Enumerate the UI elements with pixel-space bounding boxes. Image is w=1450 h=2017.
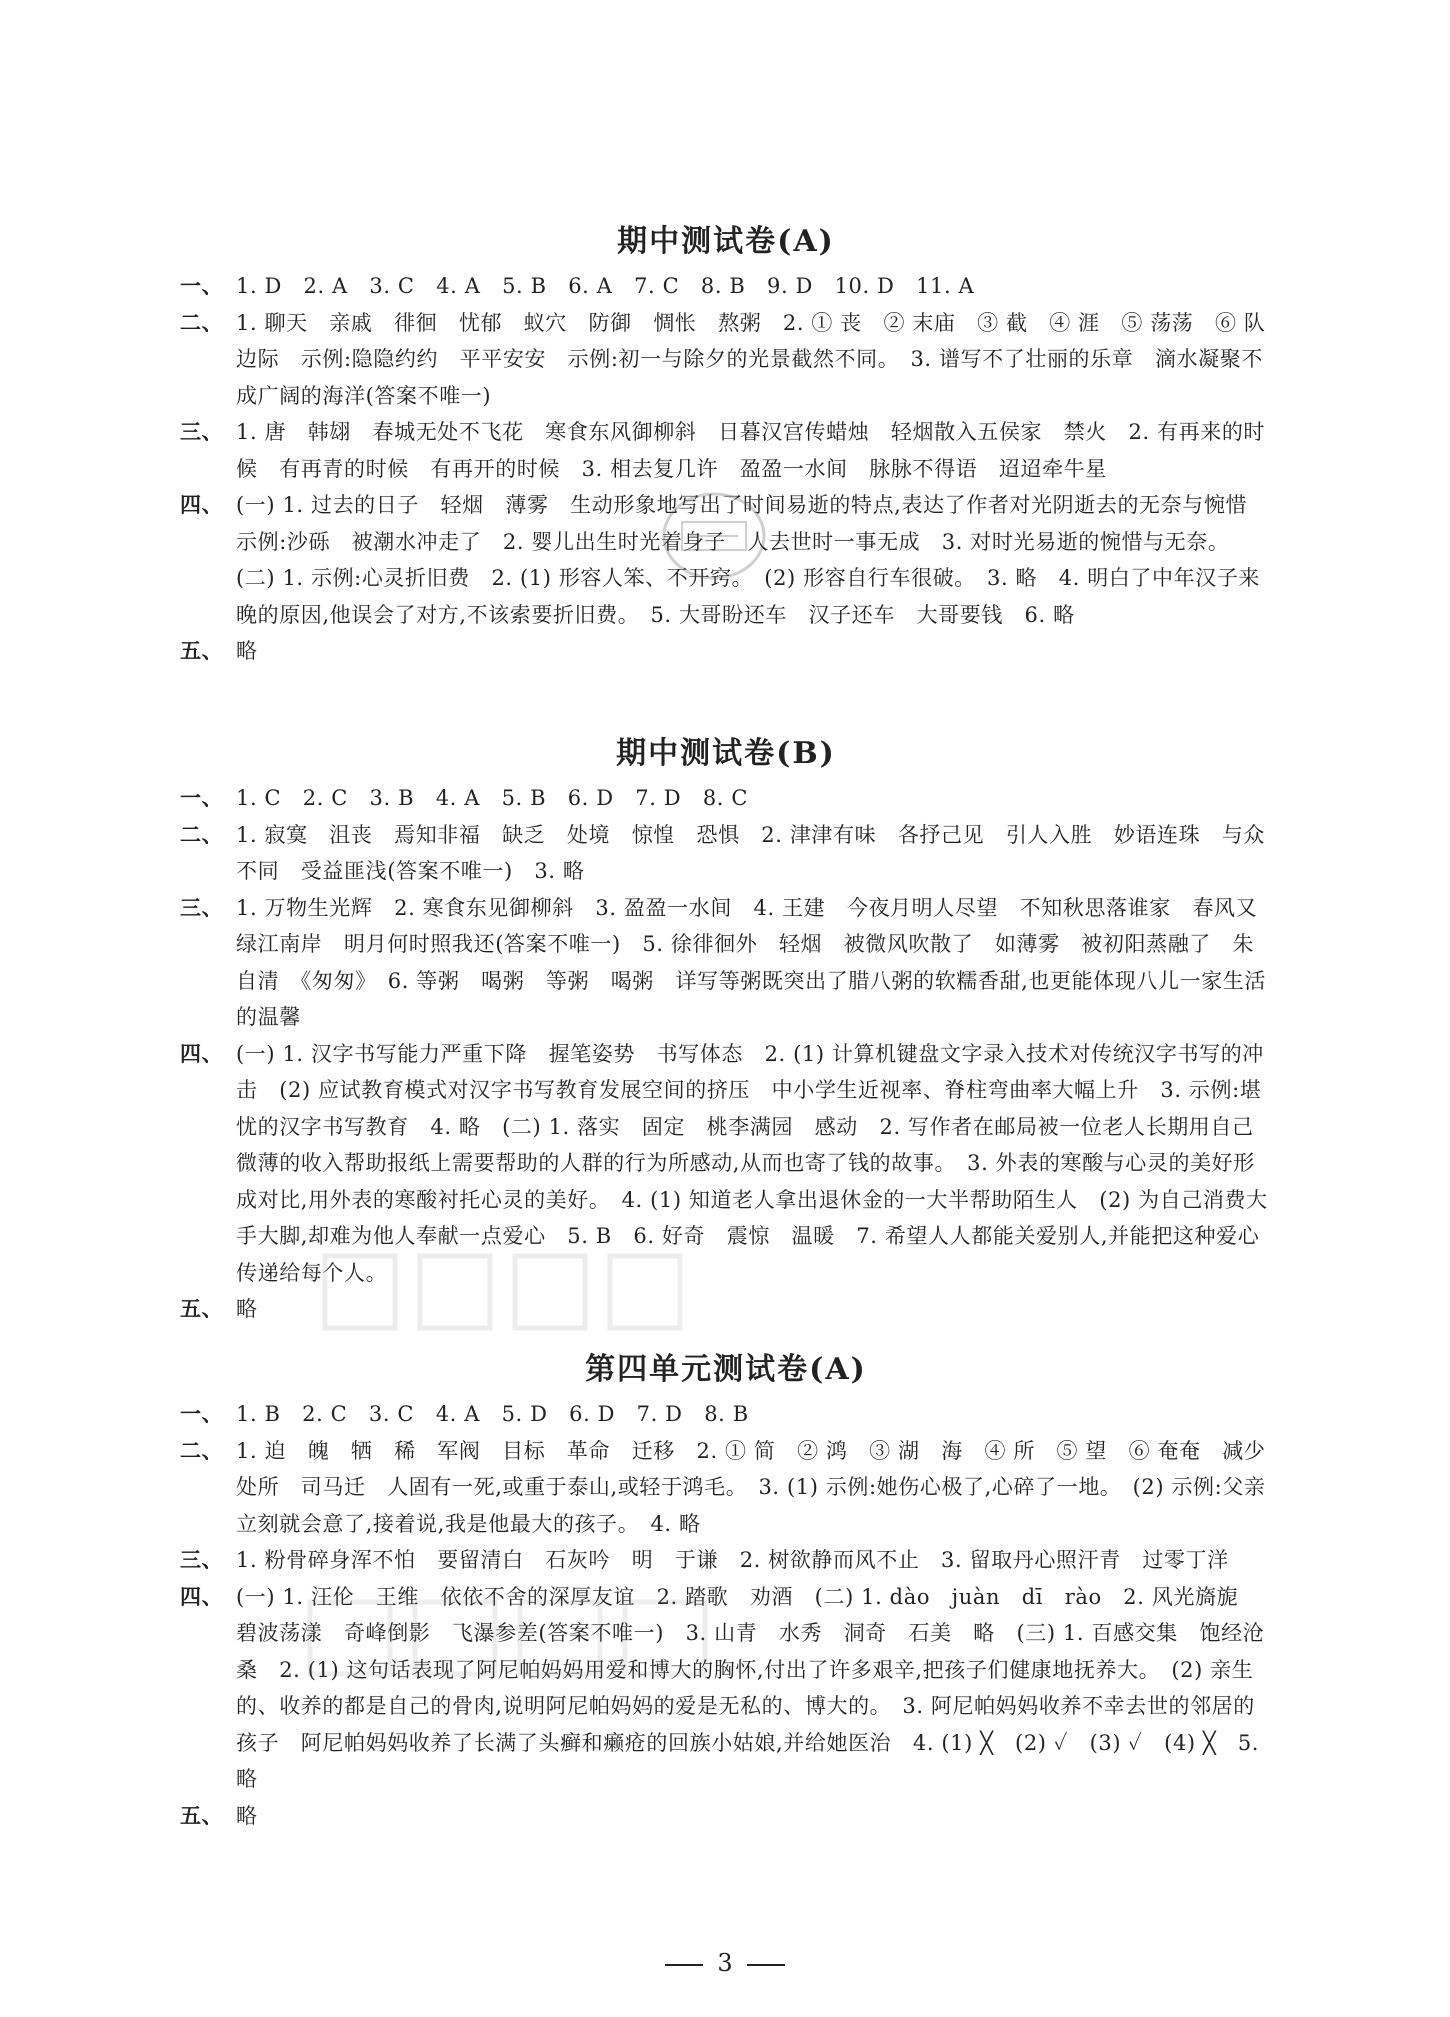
- question-text: 1. B 2. C 3. C 4. A 5. D 6. D 7. D 8. B: [236, 1402, 749, 1426]
- question-label: 二、: [180, 309, 224, 335]
- question-text: 1. 聊天 亲戚 徘徊 忧郁 蚁穴 防御 惆怅 熬粥 2. ① 丧 ② 末庙 ③ 截 ④ 涯 ⑤ 荡荡 ⑥ 队 边际 示例:隐隐约约 平平安安 示例:初一与除夕的光景截然不同。 3. 谱写不了壮丽的乐章 滴水凝聚不成广阔的海洋(答案不唯一): [236, 310, 1288, 408]
- question-text: 1. 万物生光辉 2. 寒食东见御柳斜 3. 盈盈一水间 4. 王建 今夜月明人尽望 不知秋思落谁家 春风又绿江南岸 明月何时照我还(答案不唯一) 5. 徐徘徊外 轻烟 被微风吹散了 如薄雾 被初阳蒸融了 朱自清 《匆匆》 6. 等粥 喝粥 等粥 喝粥 详写等粥既突出了腊八粥的软糯香甜,也更能体现八儿一家生活的温馨: [236, 895, 1266, 1029]
- question-5: [180, 1798, 1272, 1835]
- question-text: 1. 唐 韩翃 春城无处不飞花 寒食东风御柳斜 日暮汉宫传蜡烛 轻烟散入五侯家 禁火 2. 有再来的时候 有再青的时候 有再开的时候 3. 相去复几许 盈盈一水间 脉脉不得语 迢迢牵牛星: [236, 420, 1266, 481]
- question-3: [180, 414, 1272, 487]
- question-label: 四、: [180, 1583, 224, 1609]
- question-label: 五、: [180, 1802, 224, 1828]
- section-midterm-b: [180, 732, 1272, 1328]
- question-text: 1. C 2. C 3. B 4. A 5. B 6. D 7. D 8. C: [236, 786, 748, 810]
- question-1: [180, 268, 1272, 305]
- question-3: [180, 890, 1272, 1036]
- question-label: 四、: [180, 1040, 224, 1066]
- section-midterm-a: [180, 220, 1288, 670]
- question-label: 一、: [180, 273, 224, 298]
- question-text: 略: [236, 1297, 258, 1321]
- question-2: [180, 305, 1288, 415]
- question-text: (一) 1. 汪伦 王维 依依不舍的深厚友谊 2. 踏歌 劝酒 (二) 1. dào juàn dī rào 2. 风光旖旎 碧波荡漾 奇峰倒影 飞瀑参差(答案不唯一) 3. 山青 水秀 洞奇 石美 略 (三) 1. 百感交集 饱经沧桑 2. (1) 这句话表现了阿尼帕妈妈用爱和博大的胸怀,付出了许多艰辛,把孩子们健康地抚养大。 (2) 亲生的、收养的都是自己的骨肉,说明阿尼帕妈妈的爱是无私的、博大的。 3. 阿尼帕妈妈收养不幸去世的邻居的孩子 阿尼帕妈妈收养了长满了头癣和癞疮的回族小姑娘,并给她医治 4. (1) ╳ (2) ✓ (3) ✓ (4) ╳ 5. 略: [236, 1584, 1265, 1791]
- section-title: 第四单元测试卷(A): [585, 1352, 867, 1387]
- question-1: [180, 780, 1272, 817]
- question-label: 一、: [180, 785, 224, 810]
- question-label: 四、: [180, 492, 224, 517]
- question-text: 1. D 2. A 3. C 4. A 5. B 6. A 7. C 8. B 9. D 10. D 11. A: [236, 274, 975, 298]
- watermark-icon: [300, 1588, 720, 1688]
- question-label: 三、: [180, 894, 224, 920]
- footer-dash-right: [747, 1964, 785, 1966]
- question-5: [180, 633, 1272, 670]
- page-number-text: 3: [717, 1949, 733, 1977]
- page-number: [0, 1948, 1450, 1978]
- question-label: 二、: [180, 821, 224, 847]
- question-text: 略: [236, 1803, 258, 1828]
- section-title: 期中测试卷(A): [617, 224, 835, 259]
- question-label: 三、: [180, 1547, 224, 1572]
- question-label: 三、: [180, 419, 224, 444]
- question-label: 二、: [180, 1437, 224, 1463]
- question-label: 五、: [180, 1296, 224, 1321]
- watermark-icon: [315, 1242, 695, 1342]
- question-1: [180, 1396, 1272, 1433]
- question-2: [180, 817, 1272, 890]
- question-label: 一、: [180, 1401, 224, 1426]
- question-text: 1. 寂寞 沮丧 焉知非福 缺乏 处境 惊惶 恐惧 2. 津津有味 各抒己见 引人入胜 妙语连珠 与众不同 受益匪浅(答案不唯一) 3. 略: [236, 822, 1266, 883]
- question-2: [180, 1433, 1288, 1543]
- question-text: 1. 粉骨碎身浑不怕 要留清白 石灰吟 明 于谦 2. 树欲静而风不止 3. 留取丹心照汗青 过零丁洋: [236, 1548, 1229, 1572]
- question-text: 略: [236, 639, 258, 663]
- section-title: 期中测试卷(B): [616, 736, 836, 771]
- question-text: 1. 迫 魄 牺 稀 军阀 目标 革命 迁移 2. ① 简 ② 鸿 ③ 湖 海 ④ 所 ⑤ 望 ⑥ 奄奄 减少 处所 司马迁 人固有一死,或重于泰山,或轻于鸿毛。 3. (1) 示例:她伤心极了,心碎了一地。 (2) 示例:父亲立刻就会意了,接着说,我是他最大的孩子。 4. 略: [236, 1438, 1288, 1536]
- question-text: (一) 1. 汉字书写能力严重下降 握笔姿势 书写体态 2. (1) 计算机键盘文字录入技术对传统汉字书写的冲击 (2) 应试教育模式对汉字书写教育发展空间的挤压 中小学生近视率、脊柱弯曲率大幅上升 3. 示例:堪忧的汉字书写教育 4. 略 (二) 1. 落实 固定 桃李满园 感动 2. 写作者在邮局被一位老人长期用自己微薄的收入帮助报纸上需要帮助的人群的行为所感动,从而也寄了钱的故事。 3. 外表的寒酸与心灵的美好形成对比,用外表的寒酸衬托心灵的美好。 4. (1) 知道老人拿出退休金的一大半帮助陌生人 (2) 为自己消费大手大脚,却难为他人奉献一点爱心 5. B 6. 好奇 震惊 温暖 7. 希望人人都能关爱别人,并能把这种爱心传递给每个人。: [236, 1041, 1268, 1285]
- footer-dash-left: [665, 1964, 703, 1966]
- question-3: [180, 1542, 1272, 1579]
- question-text: (一) 1. 过去的日子 轻烟 薄雾 生动形象地写出了时间易逝的特点,表达了作者对光阴逝去的无奈与惋惜 示例:沙砾 被潮水冲走了 2. 婴儿出生时光着身子 人去世时一事无成 3. 对时光易逝的惋惜与无奈。 (二) 1. 示例:心灵折旧费 2. (1) 形容人笨、不开窍。 (2) 形容自行车很破。 3. 略 4. 明白了中年汉子来晚的原因,他误会了对方,不该索要折旧费。 5. 大哥盼还车 汉子还车 大哥要钱 6. 略: [236, 493, 1269, 627]
- question-label: 五、: [180, 638, 224, 663]
- stamp-logo-icon: [660, 488, 768, 584]
